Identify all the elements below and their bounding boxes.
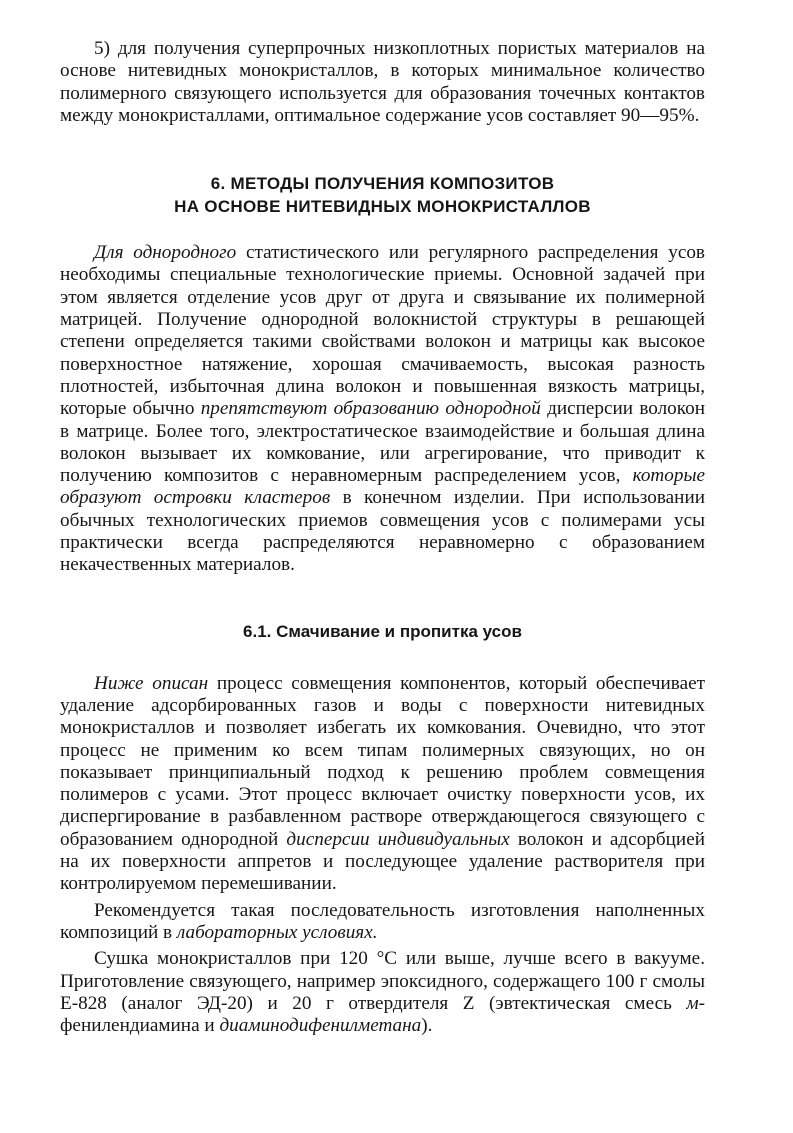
italic-phrase: которые образуют островки кластеров — [60, 465, 705, 509]
section-title-line-2: НА ОСНОВЕ НИТЕВИДНЫХ МОНОКРИСТАЛЛОВ — [174, 196, 591, 216]
list-item-5 — [60, 38, 705, 127]
paragraph-text: статистического или регулярного распределения усов необходимы специальные технологические приемы. Основной задачей при этом является отделение усов друг от друга и связывание их полимерной матрицей. Получение однородной волокнистой структуры в решающей степени определяется такими свойствами волокон и матрицы как высокое поверхностное натяжение, хорошая смачиваемость, высокая разность плотностей, избыточная длина волокон и повышенная вязкость матрицы, которые обычно — [60, 242, 705, 420]
italic-phrase: Ниже описан — [94, 672, 209, 694]
paragraph-text: Сушка монокристаллов при 120 °С или выше, лучше всего в вакууме. Приготовление связующего, например эпоксидного, содержащего 100 г смолы Е-828 (аналог ЭД-20) и 20 г отвердителя Z (эвтектическая смесь — [60, 948, 705, 1014]
section-paragraph-1 — [60, 242, 705, 576]
section-title-line-1: 6. МЕТОДЫ ПОЛУЧЕНИЯ КОМПОЗИТОВ — [210, 174, 555, 194]
list-item-5-text: 5) для получения суперпрочных низкоплотных пористых материалов на основе нитевидных монокристаллов, в которых минимальное количество полимерного связующего используется для образования точечных контактов между монокристаллами, оптимальное содержание усов составляет 90—95%. — [60, 38, 705, 126]
paragraph-text: в конечном изделии. При использовании обычных технологических приемов совмещения усов с полимерами усы практически всегда распределяются неравномерно с образованием некачественных материалов. — [60, 487, 705, 576]
paragraph-text: Рекомендуется такая последовательность изготовления наполненных композиций в — [60, 899, 705, 943]
paragraph-text: -фенилендиамина и — [60, 992, 705, 1037]
italic-phrase: диаминодифенилметана — [219, 1015, 422, 1037]
section-title — [60, 173, 705, 218]
paragraph-text: волокон и адсорбцией на их поверхности аппретов и последующее удаление растворителя при контролируемом перемешивании. — [60, 828, 705, 895]
italic-phrase: лабораторных условиях. — [176, 921, 378, 943]
italic-phrase: дисперсии индивидуальных — [286, 828, 510, 850]
italic-phrase: м — [686, 992, 699, 1014]
subsection-title: 6.1. Смачивание и пропитка усов — [243, 621, 522, 641]
paragraph-text: ). — [421, 1015, 433, 1037]
italic-phrase: препятствуют образованию однородной — [200, 398, 541, 420]
italic-phrase: Для однородного — [94, 242, 237, 264]
subsection-paragraph-1 — [60, 673, 705, 896]
subsection-paragraph-3 — [60, 948, 705, 1037]
document-page — [60, 38, 705, 1037]
paragraph-text: дисперсии волокон в матрице. Более того, электростатическое взаимодействие и большая длина волокон вызывает их комкование, или агрегирование, что приводит к получению композитов с неравномерным распределением усов, — [60, 398, 705, 487]
subsection-paragraph-2 — [60, 900, 705, 945]
paragraph-text: процесс совмещения компонентов, который обеспечивает удаление адсорбированных газов и воды с поверхности нитевидных монокристаллов и позволяет избегать их комкования. Очевидно, что этот процесс не применим ко всем типам полимерных связующих, но он показывает принципиальный подход к решению проблем совмещения полимеров с усами. Этот процесс включает очистку поверхности усов, их диспергирование в разбавленном растворе отверждающегося связующего с образованием однородной — [60, 672, 705, 850]
